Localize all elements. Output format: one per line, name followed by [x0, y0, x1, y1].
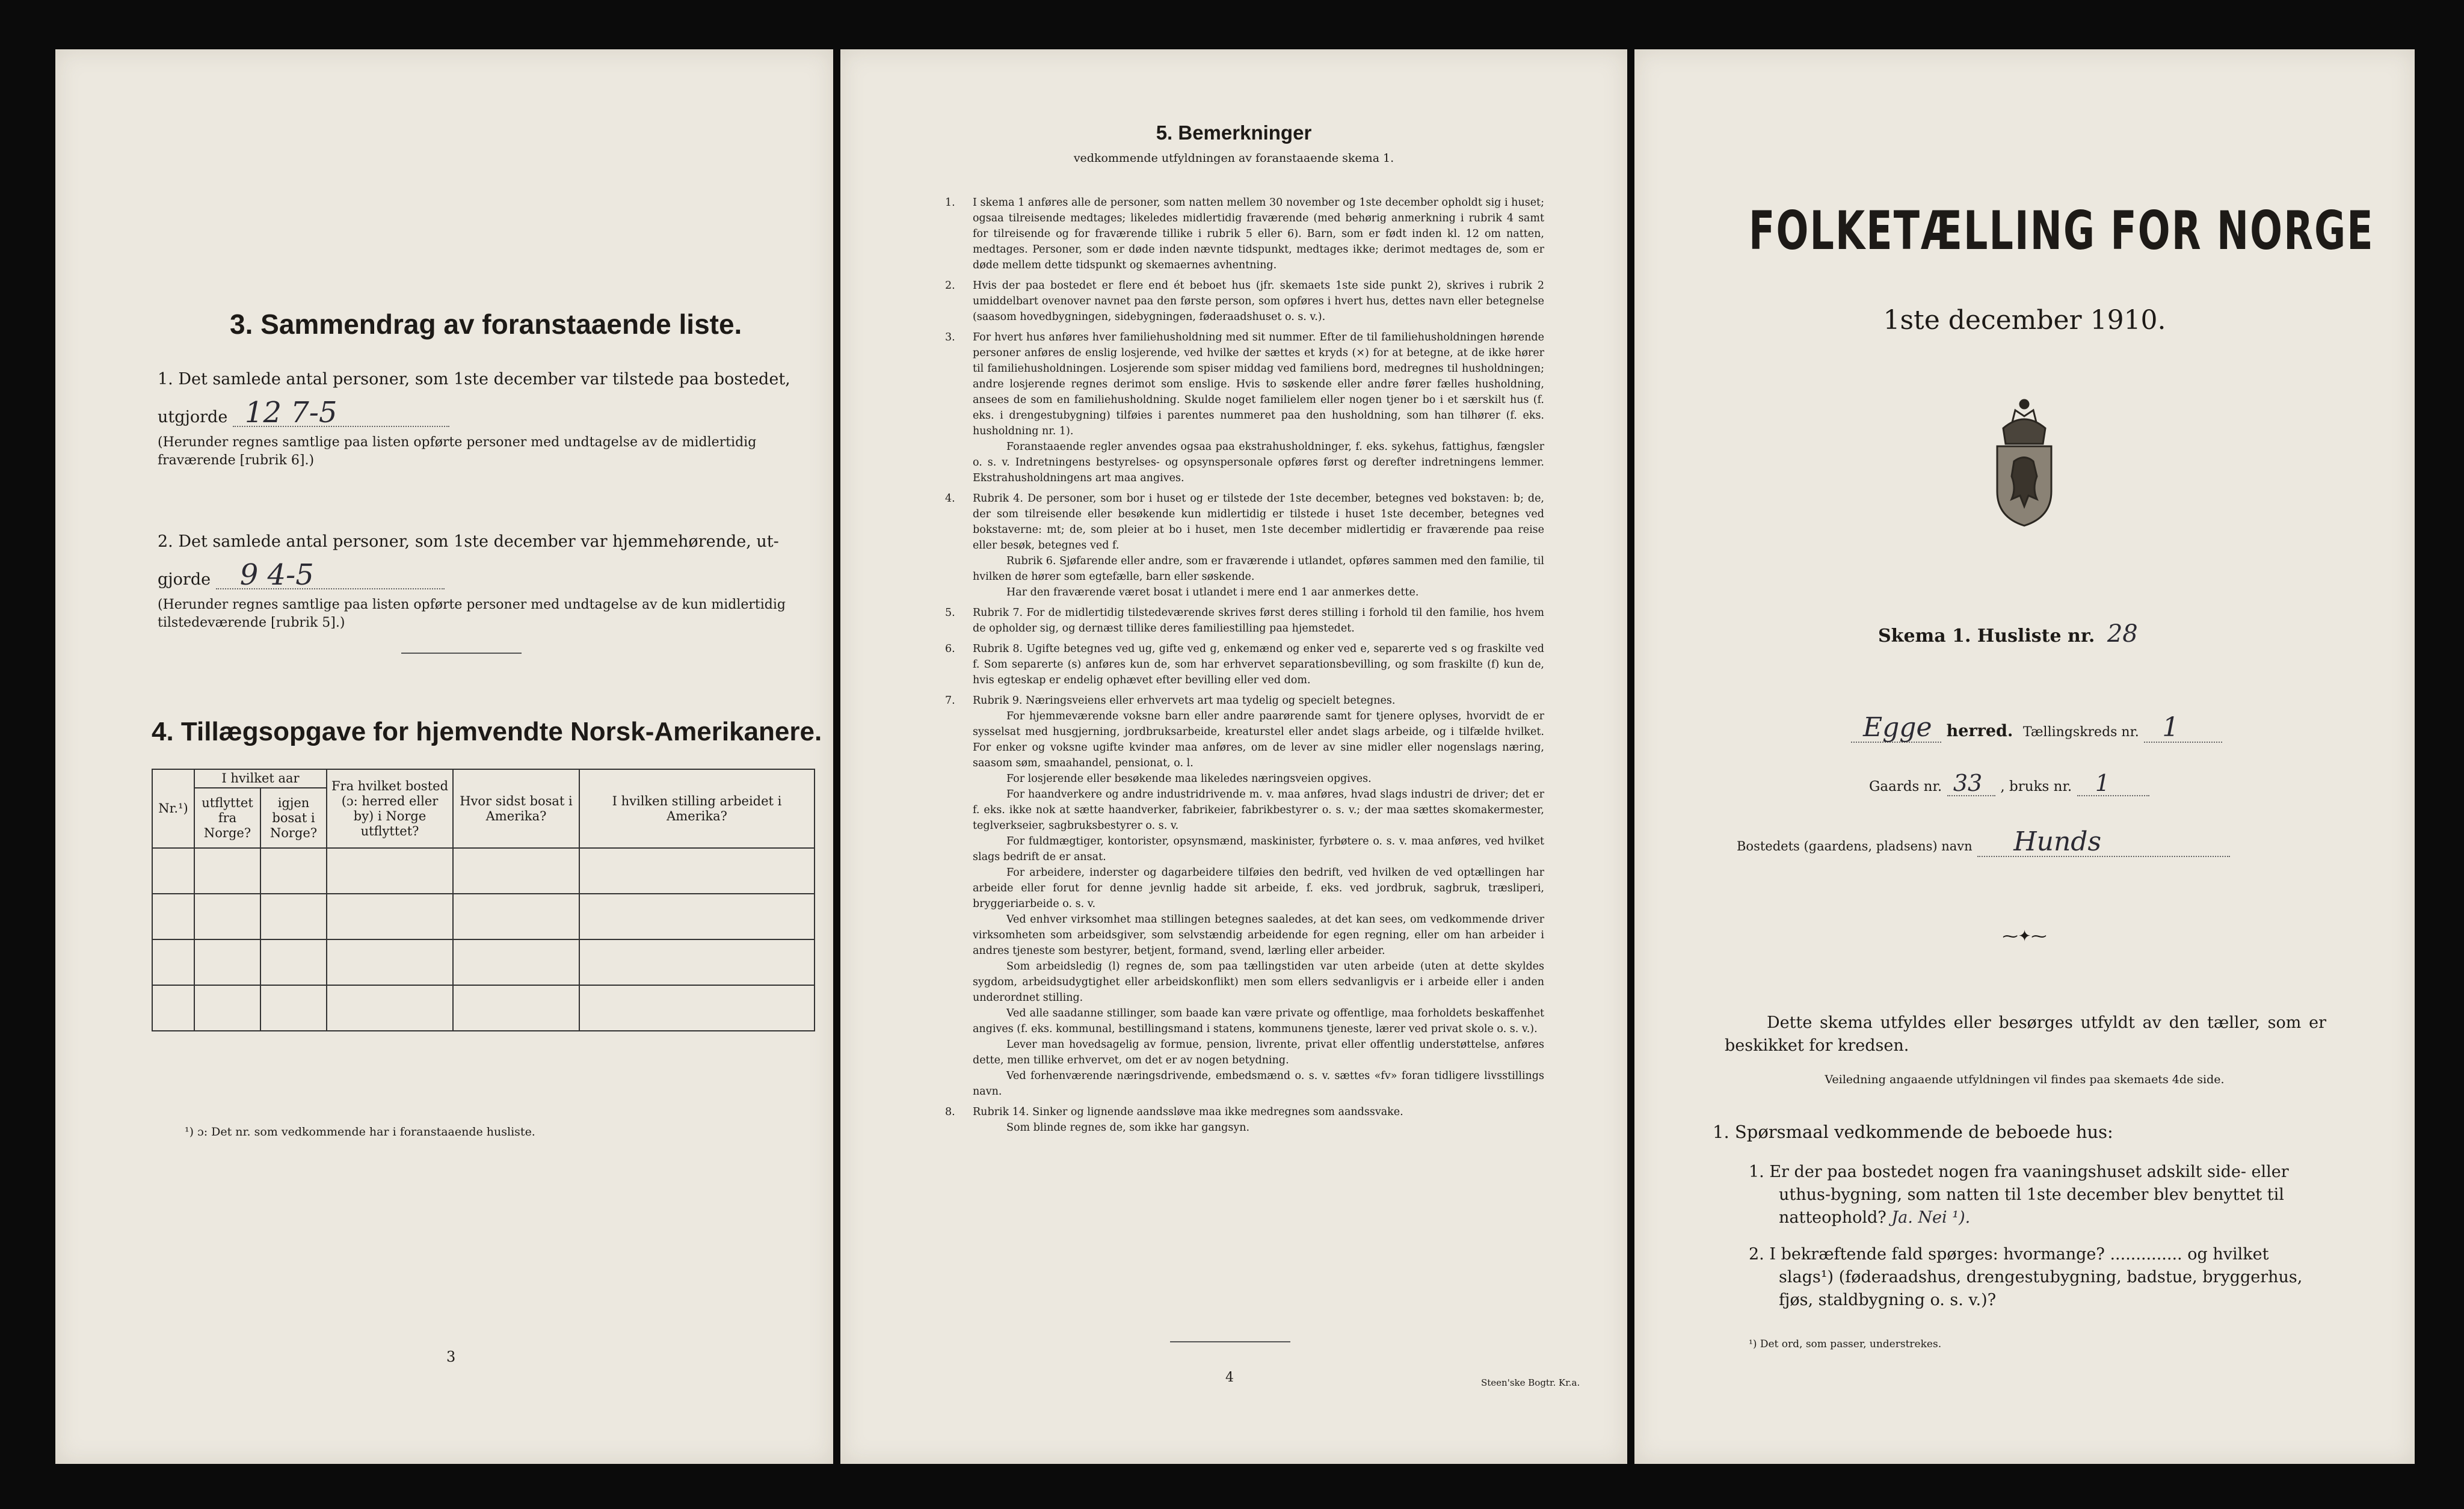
resident-count-field[interactable]: 9 4-5 [216, 562, 445, 589]
remark-paragraph: For haandverkere og andre industridrivende m. v. maa anføres, hvad slags industri de driver; det er f. eks. ikke nok at sætte haandverker, fabrikeier, fabrikbestyrer o. s. v.; der maa sættes skomakermester, teglverkseier, sagbruksbestyrer o. s. v. [973, 788, 1544, 832]
remark-paragraph: Ved forhenværende næringsdrivende, embedsmænd o. s. v. sættes «fv» foran tidligere livsstillings navn. [973, 1070, 1544, 1098]
remark-paragraph: For losjerende eller besøkende maa likeledes næringsveien opgives. [1006, 773, 1372, 785]
bruks-field[interactable]: 1 [2077, 771, 2149, 796]
intro-text: Dette skema utfyldes eller besørges utfyldt av den tæller, som er beskikket for kredsen. [1725, 1013, 2326, 1055]
remark-number: 4. [945, 493, 955, 505]
remark-item [937, 330, 1544, 486]
table-row [152, 985, 815, 1031]
table-cell[interactable] [453, 894, 579, 939]
gaards-label: Gaards nr. [1869, 779, 1942, 794]
table-cell[interactable] [260, 848, 327, 894]
remark-paragraph: For hjemmeværende voksne barn eller andre paarørende samt for tjenere oplyses, hvorvidt de er sysselsat med husgjerning, jordbruksarbeide, kreaturstel eller andet slags arbeide, og i tilfælde hvilket. For enker og voksne ugifte kvinder maa anføres, om de lever av sine midler eller nogenslags næring, saasom søm, smaahandel, pensionat, o. l. [973, 710, 1544, 769]
table-cell[interactable] [194, 985, 260, 1031]
table-cell[interactable] [260, 939, 327, 985]
remark-paragraph: Rubrik 6. Sjøfarende eller andre, som er fraværende i utlandet, opføres sammen med den familie, til hvilken de hører som egtefælle, barn eller søskende. [973, 555, 1544, 583]
table-cell[interactable] [152, 848, 194, 894]
remark-paragraph: Som arbeidsledig (l) regnes de, som paa tællingstiden var uten arbeide (uten at dette skyldes sygdom, arbeidsudygtighet eller arbeidskonflikt) men som ellers sedvanligvis er i arbeide eller i anden underordnet stilling. [973, 960, 1544, 1004]
table-cell[interactable] [453, 848, 579, 894]
page-1 [1634, 49, 2415, 1464]
section-3-title: 3. Sammendrag av foranstaaende liste. [230, 309, 742, 340]
remarks-list [937, 195, 1544, 1140]
summary-item-1-prefix: utgjorde [158, 408, 228, 426]
question-2: 2. I bekræftende fald spørges: hvormange? .............. og hvilket slags¹) (føderaadshus, drengestubygning, badstue, bryggerhus, fjøs, staldbygning o. s. v.)? [1749, 1245, 2303, 1309]
remark-paragraph: For arbeidere, inderster og dagarbeidere tilføies den bedrift, ved hvilken de ved optællingen har arbeide eller forut for denne jevnlig hadde sit arbeide, f. eks. ved jordbruk, sagbruk, træsliperi, bryggeriarbeide o. s. v. [973, 867, 1544, 910]
table-cell[interactable] [327, 985, 453, 1031]
table-cell[interactable] [152, 939, 194, 985]
bruks-label: , bruks nr. [2000, 779, 2072, 794]
husliste-nr-field[interactable]: 28 [2107, 620, 2138, 648]
remark-paragraph: Rubrik 4. De personer, som bor i huset og er tilstede der 1ste december, betegnes ved bokstaven: b; de, der som tilreisende eller besøkende kun midlertidig er tilstede i huset 1ste december, betegnes ved bokstaverne: mt; de, som pleier at bo i huset, men 1ste december midlertidig er fraværende paa reise eller besøk, betegnes ved f. [973, 493, 1544, 552]
remark-item [937, 491, 1544, 600]
remark-paragraph: Rubrik 14. Sinker og lignende aandssløve maa ikke medregnes som aandssvake. [973, 1106, 1403, 1118]
remark-number: 7. [945, 695, 955, 707]
remark-paragraph: Ved alle saadanne stillinger, som baade kan være private og offentlige, maa forholdets beskaffenhet angives (f. eks. kommunal, bestillingsmand i statens, kommunens tjeneste, lærer ved privat skole o. s. v.). [973, 1007, 1544, 1035]
table-row [152, 894, 815, 939]
schema-row [1878, 622, 2138, 648]
remark-number: 5. [945, 607, 955, 619]
divider [401, 653, 522, 654]
remark-paragraph: Rubrik 7. For de midlertidig tilstedeværende skrives først deres stilling i forhold til den familie, hos hvem de opholder sig, og dernæst tillike deres familiestilling paa hjemstedet. [973, 607, 1544, 635]
table-cell[interactable] [453, 985, 579, 1031]
table-cell[interactable] [327, 894, 453, 939]
summary-item-1-note: (Herunder regnes samtlige paa listen opførte personer med undtagelse av de midlertidig fraværende [rubrik 6].) [158, 435, 757, 468]
table-cell[interactable] [260, 985, 327, 1031]
remark-item [937, 195, 1544, 273]
page-3 [55, 49, 833, 1464]
table-cell[interactable] [194, 848, 260, 894]
questions-title: 1. Spørsmaal vedkommende de beboede hus: [1713, 1122, 2113, 1142]
remark-item [937, 605, 1544, 636]
remarks-title: 5. Bemerkninger [1156, 121, 1312, 144]
divider [1170, 1341, 1290, 1342]
page-number: 3 [446, 1348, 456, 1365]
question-1-text: 1. Er der paa bostedet nogen fra vaaningshuset adskilt side- eller uthus-bygning, som natten til 1ste december blev benyttet til natteophold? [1749, 1163, 2289, 1227]
bosted-field[interactable]: Hunds [1977, 828, 2230, 857]
schema-label: Skema 1. Husliste nr. [1878, 625, 2095, 647]
remark-item [937, 1104, 1544, 1136]
table-body [152, 848, 815, 1031]
kreds-field[interactable]: 1 [2144, 714, 2222, 743]
remark-item [937, 641, 1544, 688]
gaards-row [1869, 771, 2290, 799]
herred-row [1851, 714, 2344, 745]
summary-item-1 [158, 368, 807, 470]
table-cell[interactable] [194, 939, 260, 985]
col-utflyttet: utflyttet fra Norge? [194, 788, 260, 848]
col-nr: Nr.¹) [152, 769, 194, 848]
remark-paragraph: Rubrik 9. Næringsveiens eller erhvervets art maa tydelig og specielt betegnes. [973, 695, 1396, 707]
table-cell[interactable] [579, 848, 815, 894]
table-cell[interactable] [152, 985, 194, 1031]
question-1 [1749, 1161, 2320, 1229]
printer-credit: Steen'ske Bogtr. Kr.a. [1481, 1377, 1580, 1388]
summary-item-2-note: (Herunder regnes samtlige paa listen opførte personer med undtagelse av de kun midlertidig tilstedeværende [rubrik 5].) [158, 597, 786, 630]
remark-paragraph: Lever man hovedsagelig av formue, pension, livrente, privat eller offentlig understøttelse, anføres dette, men tillike erhvervet, om det er av nogen betydning. [973, 1039, 1544, 1066]
bosted-label: Bostedets (gaardens, pladsens) navn [1737, 839, 1973, 853]
veiledning-text: Veiledning angaaende utfyldningen vil findes paa skemaets 4de side. [1825, 1073, 2225, 1086]
census-title: FOLKETÆLLING FOR NORGE [1749, 200, 2374, 262]
summary-item-2-prefix: gjorde [158, 570, 211, 589]
table-cell[interactable] [579, 894, 815, 939]
remark-number: 6. [945, 643, 955, 655]
kreds-label: Tællingskreds nr. [2022, 725, 2139, 740]
remarks-subtitle: vedkommende utfyldningen av foranstaaende skema 1. [1073, 152, 1394, 165]
table-cell[interactable] [453, 939, 579, 985]
summary-item-2-text: 2. Det samlede antal personer, som 1ste december var hjemmehørende, ut- [158, 532, 779, 551]
bosted-row [1737, 828, 2338, 858]
census-date: 1ste december 1910. [1883, 305, 2166, 336]
table-cell[interactable] [327, 939, 453, 985]
remark-paragraph: Foranstaaende regler anvendes ogsaa paa ekstrahusholdninger, f. eks. sykehus, fattighus, fængsler o. s. v. Indretningens bestyrelses- og opsynspersonale opføres først og derefter indretningens lemmer. Ekstrahusholdningens art maa angives. [973, 441, 1544, 484]
table-cell[interactable] [579, 939, 815, 985]
page-4 [840, 49, 1627, 1464]
remark-number: 1. [945, 197, 955, 209]
table-cell[interactable] [327, 848, 453, 894]
gaards-field[interactable]: 33 [1947, 771, 1995, 796]
remark-paragraph: Rubrik 8. Ugifte betegnes ved ug, gifte ved g, enkemænd og enker ved e, separerte ved s og fraskilte ved f. Som separerte (s) anføres kun de, som har erhvervet separationsbevilling, og som fraskilte (f) kun de, hvis egteskap er endelig ophævet efter bevilling eller ved dom. [973, 643, 1544, 686]
remark-number: 8. [945, 1106, 955, 1118]
remark-item [937, 693, 1544, 1099]
summary-item-2 [158, 530, 807, 632]
table-cell[interactable] [579, 985, 815, 1031]
remark-item [937, 278, 1544, 325]
remark-paragraph: For fuldmægtiger, kontorister, opsynsmænd, maskinister, fyrbøtere o. s. v. maa anføres, ved hvilket slags bedrift de er ansat. [973, 835, 1544, 863]
remark-number: 2. [945, 280, 955, 292]
norsk-amerikanere-table [152, 769, 815, 1031]
col-sidst-bosat: Hvor sidst bosat i Amerika? [453, 769, 579, 848]
col-bosat: igjen bosat i Norge? [260, 788, 327, 848]
coat-of-arms-icon [1979, 386, 2069, 530]
remark-paragraph: Som blinde regnes de, som ikke har gangsyn. [1006, 1122, 1250, 1134]
col-bosted: Fra hvilket bosted (ɔ: herred eller by) i Norge utflyttet? [327, 769, 453, 848]
question-1-answer[interactable]: Ja. Nei ¹). [1891, 1208, 1971, 1227]
table-cell[interactable] [152, 894, 194, 939]
page-1-footnote: ¹) Det ord, som passer, understrekes. [1749, 1338, 1942, 1350]
section-4-title: 4. Tillægsopgave for hjemvendte Norsk-Amerikanere. [152, 717, 822, 746]
remark-paragraph: Ved enhver virksomhet maa stillingen betegnes saaledes, at det kan sees, om vedkommende driver virksomheten som arbeidsgiver, som selvstændig arbeidende for egen regning, eller om han arbeider i andres tjeneste som bestyrer, betjent, formand, svend, lærling eller arbeider. [973, 914, 1544, 957]
table-row [152, 939, 815, 985]
table-row [152, 848, 815, 894]
remark-paragraph: Hvis der paa bostedet er flere end ét beboet hus (jfr. skemaets 1ste side punkt 2), skrives i rubrik 2 umiddelbart ovenover navnet paa den første person, som opføres i hvert hus, dettes navn eller betegnelse (saasom hovedbygningen, sidebygningen, føderaadshuset o. s. v.). [973, 280, 1544, 323]
herred-label: herred. [1946, 722, 2013, 740]
remark-number: 3. [945, 331, 955, 343]
remark-paragraph: For hvert hus anføres hver familiehusholdning med sit nummer. Efter de til familiehusholdningen hørende personer anføres de enslig losjerende, ved hvilke der sættes et kryds (×) for at betegne, at de ikke hører til familiehusholdningen. Losjerende som spiser middag ved familiens bord, medregnes til husholdningen; andre losjerende regnes derimot som enslige. Hvis to søskende eller andre fører fælles husholdning, ansees de som en familiehusholdning. Skulde noget familielem eller nogen tjener bo i et særskilt hus (f. eks. i drengestubygning) tilføies i parentes nummeret paa den husholdning, som han tilhører (f. eks. husholdning nr. 1). [973, 331, 1544, 437]
remark-paragraph: Har den fraværende været bosat i utlandet i mere end 1 aar anmerkes dette. [1006, 586, 1419, 598]
table-footnote: ¹) ɔ: Det nr. som vedkommende har i foranstaaende husliste. [185, 1125, 535, 1139]
summary-item-1-text: 1. Det samlede antal personer, som 1ste december var tilstede paa bostedet, [158, 370, 790, 389]
page-number: 4 [1225, 1370, 1234, 1385]
remark-paragraph: I skema 1 anføres alle de personer, som natten mellem 30 november og 1ste december opholdt sig i huset; ogsaa tilreisende medtages; likeledes midlertidig fraværende (med behørig anmerkning i rubrik 4 samt for tilreisende og for fraværende tillike i rubrik 5 eller 6). Barn, som er født inden kl. 12 om natten, medtages. Personer, som er døde inden nævnte tidspunkt, medtages ikke; derimot medtages de, som er døde mellem dette tidspunkt og skemaernes avhentning. [973, 197, 1544, 271]
col-group-year: I hvilket aar [194, 769, 327, 788]
present-count-field[interactable]: 12 7-5 [233, 399, 449, 427]
ornament-icon: ⁓✦⁓ [2002, 927, 2047, 945]
table-cell[interactable] [260, 894, 327, 939]
herred-field[interactable]: Egge [1851, 714, 1941, 743]
table-cell[interactable] [194, 894, 260, 939]
col-stilling: I hvilken stilling arbeidet i Amerika? [579, 769, 815, 848]
